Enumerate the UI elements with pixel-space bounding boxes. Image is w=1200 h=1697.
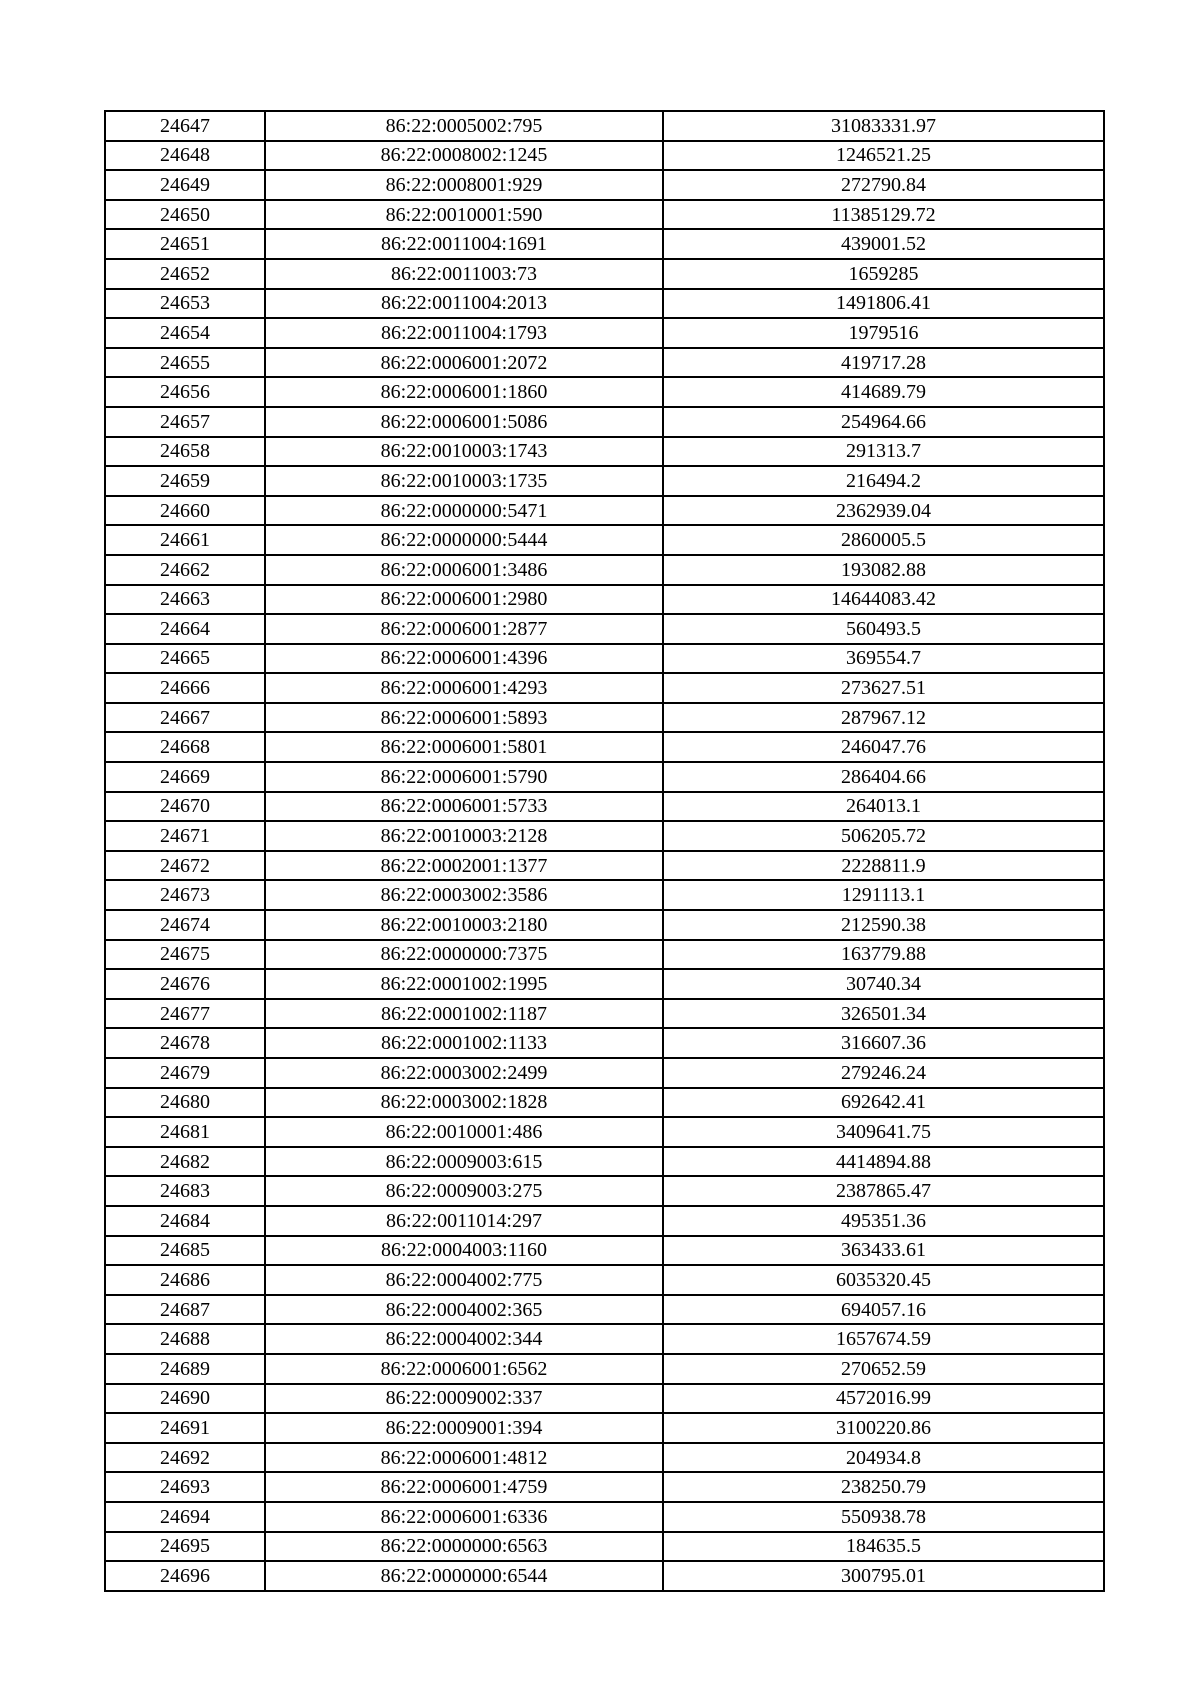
- row-number-cell: 24660: [105, 496, 265, 526]
- row-number-cell: 24664: [105, 614, 265, 644]
- row-number-cell: 24649: [105, 170, 265, 200]
- row-number-cell: 24673: [105, 880, 265, 910]
- row-number-cell: 24666: [105, 673, 265, 703]
- table-row: [105, 585, 1104, 615]
- cadastral-value-cell: 316607.36: [663, 1028, 1104, 1058]
- cadastral-value-cell: 4414894.88: [663, 1147, 1104, 1177]
- row-number-cell: 24680: [105, 1088, 265, 1118]
- cadastral-number-cell: 86:22:0006001:5801: [265, 732, 663, 762]
- cadastral-number-cell: 86:22:0005002:795: [265, 111, 663, 141]
- cadastral-number-cell: 86:22:0003002:2499: [265, 1058, 663, 1088]
- cadastral-number-cell: 86:22:0006001:5733: [265, 792, 663, 822]
- cadastral-number-cell: 86:22:0006001:4812: [265, 1443, 663, 1473]
- cadastral-value-cell: 560493.5: [663, 614, 1104, 644]
- table-row: [105, 732, 1104, 762]
- row-number-cell: 24693: [105, 1472, 265, 1502]
- cadastral-value-cell: 273627.51: [663, 673, 1104, 703]
- table-row: [105, 1472, 1104, 1502]
- row-number-cell: 24683: [105, 1176, 265, 1206]
- row-number-cell: 24696: [105, 1561, 265, 1591]
- cadastral-value-cell: 184635.5: [663, 1532, 1104, 1562]
- cadastral-number-cell: 86:22:0006001:5893: [265, 703, 663, 733]
- cadastral-value-cell: 3409641.75: [663, 1117, 1104, 1147]
- cadastral-number-cell: 86:22:0010003:1743: [265, 437, 663, 467]
- cadastral-number-cell: 86:22:0000000:6563: [265, 1532, 663, 1562]
- row-number-cell: 24647: [105, 111, 265, 141]
- cadastral-number-cell: 86:22:0002001:1377: [265, 851, 663, 881]
- cadastral-value-table: [104, 110, 1105, 1592]
- cadastral-value-cell: 506205.72: [663, 821, 1104, 851]
- row-number-cell: 24648: [105, 141, 265, 171]
- cadastral-number-cell: 86:22:0009003:615: [265, 1147, 663, 1177]
- cadastral-value-cell: 287967.12: [663, 703, 1104, 733]
- row-number-cell: 24654: [105, 318, 265, 348]
- cadastral-number-cell: 86:22:0001002:1187: [265, 999, 663, 1029]
- table-row: [105, 1088, 1104, 1118]
- table-row: [105, 1561, 1104, 1591]
- cadastral-value-cell: 238250.79: [663, 1472, 1104, 1502]
- table-row: [105, 1058, 1104, 1088]
- table-row: [105, 940, 1104, 970]
- table-row: [105, 1147, 1104, 1177]
- row-number-cell: 24665: [105, 644, 265, 674]
- row-number-cell: 24695: [105, 1532, 265, 1562]
- cadastral-value-cell: 1246521.25: [663, 141, 1104, 171]
- row-number-cell: 24677: [105, 999, 265, 1029]
- cadastral-value-cell: 300795.01: [663, 1561, 1104, 1591]
- cadastral-number-cell: 86:22:0006001:3486: [265, 555, 663, 585]
- cadastral-value-cell: 1657674.59: [663, 1324, 1104, 1354]
- table-row: [105, 851, 1104, 881]
- row-number-cell: 24681: [105, 1117, 265, 1147]
- table-row: [105, 1384, 1104, 1414]
- cadastral-number-cell: 86:22:0011014:297: [265, 1206, 663, 1236]
- cadastral-value-cell: 2362939.04: [663, 496, 1104, 526]
- row-number-cell: 24659: [105, 466, 265, 496]
- row-number-cell: 24656: [105, 377, 265, 407]
- table-row: [105, 1413, 1104, 1443]
- row-number-cell: 24686: [105, 1265, 265, 1295]
- cadastral-number-cell: 86:22:0011004:2013: [265, 289, 663, 319]
- cadastral-number-cell: 86:22:0010003:2128: [265, 821, 663, 851]
- cadastral-value-cell: 2860005.5: [663, 525, 1104, 555]
- row-number-cell: 24650: [105, 200, 265, 230]
- cadastral-number-cell: 86:22:0006001:2980: [265, 585, 663, 615]
- cadastral-number-cell: 86:22:0011003:73: [265, 259, 663, 289]
- row-number-cell: 24687: [105, 1295, 265, 1325]
- cadastral-number-cell: 86:22:0006001:2072: [265, 348, 663, 378]
- cadastral-number-cell: 86:22:0006001:5790: [265, 762, 663, 792]
- cadastral-value-cell: 692642.41: [663, 1088, 1104, 1118]
- row-number-cell: 24674: [105, 910, 265, 940]
- row-number-cell: 24661: [105, 525, 265, 555]
- cadastral-value-cell: 279246.24: [663, 1058, 1104, 1088]
- row-number-cell: 24662: [105, 555, 265, 585]
- table-row: [105, 141, 1104, 171]
- cadastral-value-cell: 14644083.42: [663, 585, 1104, 615]
- row-number-cell: 24682: [105, 1147, 265, 1177]
- table-row: [105, 1117, 1104, 1147]
- table-row: [105, 289, 1104, 319]
- cadastral-value-cell: 270652.59: [663, 1354, 1104, 1384]
- table-row: [105, 1206, 1104, 1236]
- table-row: [105, 703, 1104, 733]
- cadastral-number-cell: 86:22:0003002:1828: [265, 1088, 663, 1118]
- cadastral-number-cell: 86:22:0010003:1735: [265, 466, 663, 496]
- cadastral-value-cell: 216494.2: [663, 466, 1104, 496]
- cadastral-number-cell: 86:22:0010003:2180: [265, 910, 663, 940]
- cadastral-value-cell: 369554.7: [663, 644, 1104, 674]
- table-row: [105, 910, 1104, 940]
- cadastral-number-cell: 86:22:0003002:3586: [265, 880, 663, 910]
- cadastral-value-cell: 326501.34: [663, 999, 1104, 1029]
- row-number-cell: 24692: [105, 1443, 265, 1473]
- cadastral-number-cell: 86:22:0006001:4396: [265, 644, 663, 674]
- cadastral-number-cell: 86:22:0006001:6336: [265, 1502, 663, 1532]
- cadastral-value-cell: 11385129.72: [663, 200, 1104, 230]
- table-row: [105, 1295, 1104, 1325]
- row-number-cell: 24667: [105, 703, 265, 733]
- table-row: [105, 1028, 1104, 1058]
- cadastral-number-cell: 86:22:0010001:590: [265, 200, 663, 230]
- table-body: [105, 111, 1104, 1591]
- cadastral-value-cell: 212590.38: [663, 910, 1104, 940]
- row-number-cell: 24694: [105, 1502, 265, 1532]
- table-row: [105, 377, 1104, 407]
- cadastral-value-cell: 264013.1: [663, 792, 1104, 822]
- cadastral-number-cell: 86:22:0006001:5086: [265, 407, 663, 437]
- row-number-cell: 24658: [105, 437, 265, 467]
- cadastral-number-cell: 86:22:0004002:775: [265, 1265, 663, 1295]
- cadastral-value-cell: 30740.34: [663, 969, 1104, 999]
- table-row: [105, 525, 1104, 555]
- table-row: [105, 1265, 1104, 1295]
- row-number-cell: 24657: [105, 407, 265, 437]
- cadastral-number-cell: 86:22:0006001:4759: [265, 1472, 663, 1502]
- cadastral-value-cell: 4572016.99: [663, 1384, 1104, 1414]
- row-number-cell: 24675: [105, 940, 265, 970]
- table-row: [105, 496, 1104, 526]
- row-number-cell: 24688: [105, 1324, 265, 1354]
- row-number-cell: 24652: [105, 259, 265, 289]
- cadastral-value-cell: 414689.79: [663, 377, 1104, 407]
- table-row: [105, 1502, 1104, 1532]
- cadastral-number-cell: 86:22:0009002:337: [265, 1384, 663, 1414]
- row-number-cell: 24668: [105, 732, 265, 762]
- cadastral-number-cell: 86:22:0001002:1133: [265, 1028, 663, 1058]
- cadastral-value-cell: 163779.88: [663, 940, 1104, 970]
- cadastral-number-cell: 86:22:0011004:1793: [265, 318, 663, 348]
- row-number-cell: 24684: [105, 1206, 265, 1236]
- cadastral-value-cell: 272790.84: [663, 170, 1104, 200]
- row-number-cell: 24651: [105, 229, 265, 259]
- cadastral-value-cell: 291313.7: [663, 437, 1104, 467]
- table-row: [105, 762, 1104, 792]
- table-row: [105, 999, 1104, 1029]
- cadastral-number-cell: 86:22:0000000:5471: [265, 496, 663, 526]
- cadastral-value-cell: 254964.66: [663, 407, 1104, 437]
- table-row: [105, 673, 1104, 703]
- table-row: [105, 229, 1104, 259]
- row-number-cell: 24663: [105, 585, 265, 615]
- table-row: [105, 437, 1104, 467]
- row-number-cell: 24691: [105, 1413, 265, 1443]
- table-row: [105, 1236, 1104, 1266]
- cadastral-number-cell: 86:22:0008002:1245: [265, 141, 663, 171]
- cadastral-value-cell: 286404.66: [663, 762, 1104, 792]
- cadastral-number-cell: 86:22:0004003:1160: [265, 1236, 663, 1266]
- table-row: [105, 880, 1104, 910]
- table-row: [105, 259, 1104, 289]
- row-number-cell: 24672: [105, 851, 265, 881]
- cadastral-number-cell: 86:22:0010001:486: [265, 1117, 663, 1147]
- cadastral-value-cell: 550938.78: [663, 1502, 1104, 1532]
- cadastral-number-cell: 86:22:0001002:1995: [265, 969, 663, 999]
- row-number-cell: 24679: [105, 1058, 265, 1088]
- row-number-cell: 24655: [105, 348, 265, 378]
- table-row: [105, 111, 1104, 141]
- table-row: [105, 1324, 1104, 1354]
- cadastral-value-cell: 1659285: [663, 259, 1104, 289]
- row-number-cell: 24678: [105, 1028, 265, 1058]
- row-number-cell: 24689: [105, 1354, 265, 1384]
- cadastral-number-cell: 86:22:0011004:1691: [265, 229, 663, 259]
- row-number-cell: 24670: [105, 792, 265, 822]
- table-row: [105, 170, 1104, 200]
- cadastral-value-cell: 246047.76: [663, 732, 1104, 762]
- table-row: [105, 1532, 1104, 1562]
- row-number-cell: 24669: [105, 762, 265, 792]
- cadastral-number-cell: 86:22:0000000:6544: [265, 1561, 663, 1591]
- table-row: [105, 644, 1104, 674]
- cadastral-value-cell: 6035320.45: [663, 1265, 1104, 1295]
- table-row: [105, 1354, 1104, 1384]
- cadastral-value-cell: 2387865.47: [663, 1176, 1104, 1206]
- cadastral-number-cell: 86:22:0000000:5444: [265, 525, 663, 555]
- cadastral-value-cell: 419717.28: [663, 348, 1104, 378]
- table-row: [105, 555, 1104, 585]
- cadastral-number-cell: 86:22:0004002:344: [265, 1324, 663, 1354]
- cadastral-number-cell: 86:22:0006001:1860: [265, 377, 663, 407]
- cadastral-value-cell: 31083331.97: [663, 111, 1104, 141]
- cadastral-value-cell: 1291113.1: [663, 880, 1104, 910]
- table-row: [105, 348, 1104, 378]
- cadastral-number-cell: 86:22:0000000:7375: [265, 940, 663, 970]
- cadastral-value-cell: 694057.16: [663, 1295, 1104, 1325]
- cadastral-number-cell: 86:22:0006001:6562: [265, 1354, 663, 1384]
- table-row: [105, 1176, 1104, 1206]
- cadastral-number-cell: 86:22:0006001:2877: [265, 614, 663, 644]
- cadastral-value-cell: 1979516: [663, 318, 1104, 348]
- cadastral-number-cell: 86:22:0008001:929: [265, 170, 663, 200]
- cadastral-value-cell: 2228811.9: [663, 851, 1104, 881]
- cadastral-value-cell: 495351.36: [663, 1206, 1104, 1236]
- table-row: [105, 821, 1104, 851]
- row-number-cell: 24653: [105, 289, 265, 319]
- cadastral-value-cell: 363433.61: [663, 1236, 1104, 1266]
- table-row: [105, 466, 1104, 496]
- cadastral-number-cell: 86:22:0009003:275: [265, 1176, 663, 1206]
- cadastral-value-cell: 1491806.41: [663, 289, 1104, 319]
- table-row: [105, 614, 1104, 644]
- row-number-cell: 24676: [105, 969, 265, 999]
- cadastral-number-cell: 86:22:0004002:365: [265, 1295, 663, 1325]
- table-row: [105, 407, 1104, 437]
- cadastral-value-cell: 193082.88: [663, 555, 1104, 585]
- cadastral-number-cell: 86:22:0006001:4293: [265, 673, 663, 703]
- cadastral-number-cell: 86:22:0009001:394: [265, 1413, 663, 1443]
- cadastral-value-cell: 3100220.86: [663, 1413, 1104, 1443]
- table-row: [105, 792, 1104, 822]
- row-number-cell: 24685: [105, 1236, 265, 1266]
- table-row: [105, 200, 1104, 230]
- table-row: [105, 318, 1104, 348]
- cadastral-value-cell: 439001.52: [663, 229, 1104, 259]
- row-number-cell: 24690: [105, 1384, 265, 1414]
- cadastral-value-cell: 204934.8: [663, 1443, 1104, 1473]
- table-row: [105, 1443, 1104, 1473]
- row-number-cell: 24671: [105, 821, 265, 851]
- table-row: [105, 969, 1104, 999]
